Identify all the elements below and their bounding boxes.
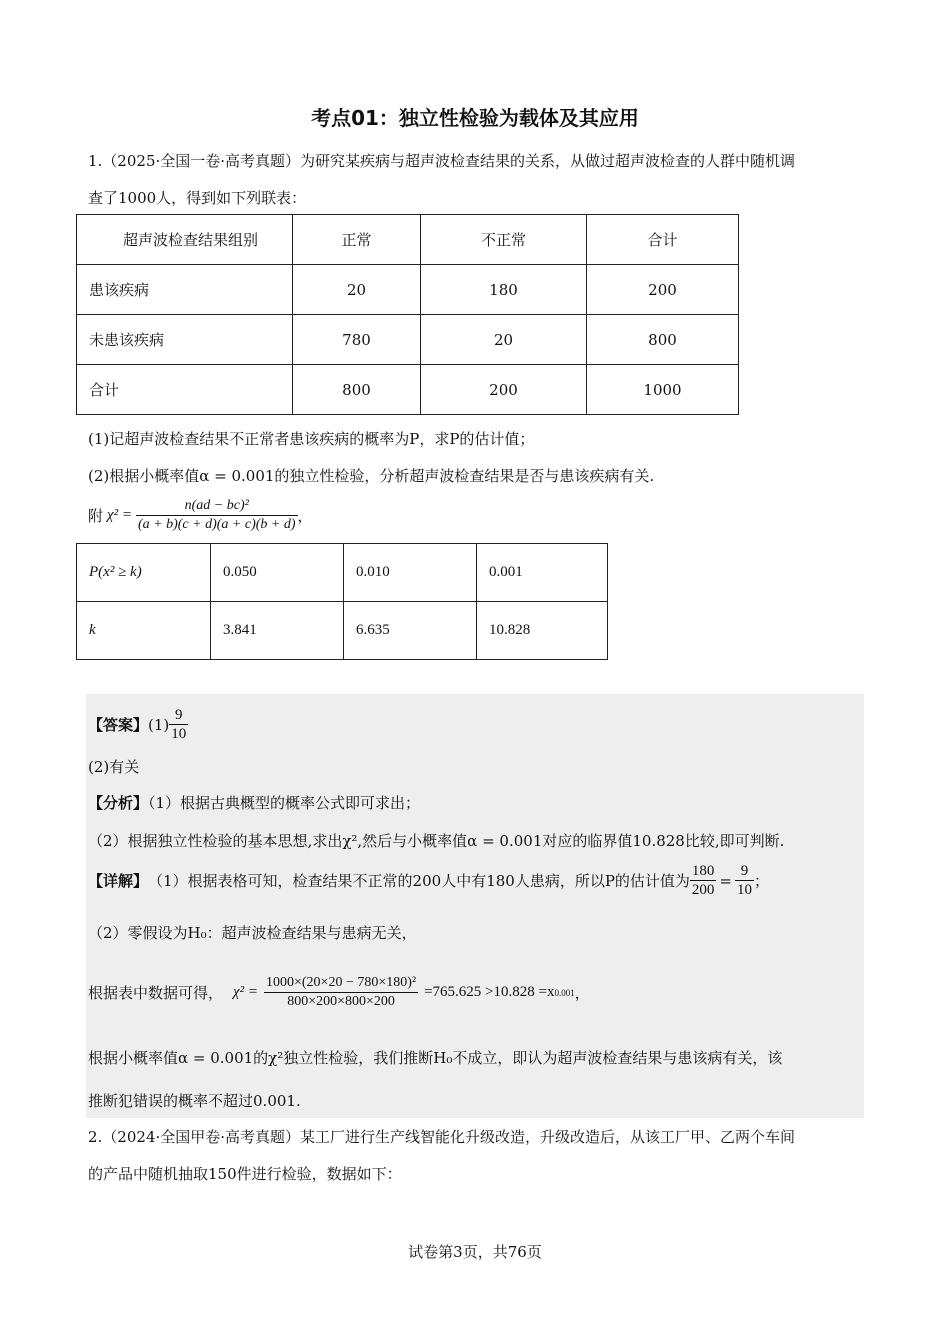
table-cell: k xyxy=(77,602,211,660)
detail-line2: （2）零假设为H₀：超声波检查结果与患病无关， xyxy=(88,924,417,942)
analysis-line2: （2）根据独立性检验的基本思想,求出χ²,然后与小概率值α = 0.001对应的临界值10.828比较,即可判断. xyxy=(88,832,785,850)
table-cell: 6.635 xyxy=(344,602,477,660)
table-cell: 1000 xyxy=(587,365,739,415)
table-cell: 800 xyxy=(293,365,421,415)
detail-text1: （1）根据表格可知，检查结果不正常的200人中有180人患病，所以P的估计值为 xyxy=(148,872,690,890)
fraction-denominator: 800×200×800×200 xyxy=(287,994,395,1009)
table-cell: 780 xyxy=(293,315,421,365)
q2-stem-line1: 2.（2024·全国甲卷·高考真题）某工厂进行生产线智能化升级改造，升级改造后，从该工厂甲、乙两个车间 xyxy=(88,1128,796,1146)
answer1-prefix: (1) xyxy=(148,715,170,734)
q2-stem-line2: 的产品中随机抽取150件进行检验，数据如下： xyxy=(88,1165,402,1183)
calc-rhs: =765.625 >10.828 =x xyxy=(424,984,555,1000)
table-cell: 未患该疾病 xyxy=(77,315,293,365)
detail-line1 xyxy=(88,862,864,899)
table-cell: 200 xyxy=(587,265,739,315)
contingency-table xyxy=(76,214,739,415)
table-row xyxy=(77,365,739,415)
formula-prefix: 附 xyxy=(88,507,104,525)
answer1-fraction xyxy=(169,706,188,743)
q1-stem-line2: 查了1000人，得到如下列联表： xyxy=(88,189,307,207)
table-row xyxy=(77,265,739,315)
table-header-cell: 超声波检查结果组别 xyxy=(77,215,293,265)
table-header-cell: 合计 xyxy=(587,215,739,265)
chi-square-calculation xyxy=(88,974,864,1011)
analysis-label: 【分析】 xyxy=(88,794,149,812)
table-row xyxy=(77,602,608,660)
table-header-cell: 正常 xyxy=(293,215,421,265)
detail-fraction-1 xyxy=(690,862,717,899)
page-footer: 试卷第3页，共76页 xyxy=(408,1243,542,1261)
analysis-line1 xyxy=(88,792,864,813)
table-cell: 10.828 xyxy=(477,602,608,660)
formula-numerator: n(ad − bc)² xyxy=(136,497,298,516)
detail-equals: = xyxy=(719,871,732,890)
table-cell: 200 xyxy=(421,365,587,415)
calc-fraction xyxy=(264,974,418,1011)
chi-square-formula xyxy=(88,497,864,534)
table-cell: 180 xyxy=(421,265,587,315)
q1-stem-line1: 1.（2025·全国一卷·高考真题）为研究某疾病与超声波检查结果的关系，从做过超声波检查的人群中随机调 xyxy=(88,152,796,170)
calc-subscript: 0.001 xyxy=(554,987,575,998)
table-cell: 800 xyxy=(587,315,739,365)
formula-lhs: χ² = xyxy=(107,507,132,523)
analysis-text1: （1）根据古典概型的概率公式即可求出； xyxy=(148,794,421,812)
fraction-numerator: 9 xyxy=(735,862,754,881)
table-cell: 0.001 xyxy=(477,544,608,602)
table-row xyxy=(77,544,608,602)
critical-value-table xyxy=(76,543,608,660)
detail-fraction-2 xyxy=(735,862,754,899)
fraction-denominator: 10 xyxy=(737,882,752,898)
conclusion-line1: 根据小概率值α = 0.001的χ²独立性检验，我们推断H₀不成立，即认为超声波检查结果与患该病有关，该 xyxy=(88,1049,783,1067)
table-cell: 合计 xyxy=(77,365,293,415)
table-header-cell: 不正常 xyxy=(421,215,587,265)
fraction-numerator: 1000×(20×20 − 780×180)² xyxy=(264,974,418,993)
table-row xyxy=(77,315,739,365)
calc-lhs: χ² = xyxy=(233,984,258,1000)
formula-suffix: ， xyxy=(297,507,313,525)
calc-prefix: 根据表中数据可得， xyxy=(88,984,224,1002)
detail-end: ； xyxy=(754,872,770,890)
table-cell: 患该疾病 xyxy=(77,265,293,315)
table-header-row xyxy=(77,215,739,265)
answer2: (2)有关 xyxy=(88,758,140,776)
answer-line xyxy=(88,706,864,743)
table-cell: 20 xyxy=(421,315,587,365)
table-cell: 0.010 xyxy=(344,544,477,602)
formula-fraction xyxy=(136,497,298,534)
q1-part1: (1)记超声波检查结果不正常者患该疾病的概率为P，求P的估计值； xyxy=(88,430,535,448)
formula-denominator: (a + b)(c + d)(a + c)(b + d) xyxy=(137,517,296,532)
fraction-denominator: 200 xyxy=(691,882,715,898)
table-cell: 0.050 xyxy=(211,544,344,602)
table-cell: 3.841 xyxy=(211,602,344,660)
fraction-denominator: 10 xyxy=(171,726,187,742)
table-cell: P(x² ≥ k) xyxy=(77,544,211,602)
detail-label: 【详解】 xyxy=(88,872,149,890)
table-cell: 20 xyxy=(293,265,421,315)
answer-label: 【答案】 xyxy=(88,716,149,734)
fraction-numerator: 9 xyxy=(169,706,188,725)
fraction-numerator: 180 xyxy=(691,863,715,879)
calc-end: ， xyxy=(574,984,590,1002)
conclusion-line2: 推断犯错误的概率不超过0.001. xyxy=(88,1092,301,1110)
page-title: 考点01：独立性检验为载体及其应用 xyxy=(311,106,639,130)
q1-part2: (2)根据小概率值α = 0.001的独立性检验，分析超声波检查结果是否与患该疾病有关. xyxy=(88,467,655,485)
